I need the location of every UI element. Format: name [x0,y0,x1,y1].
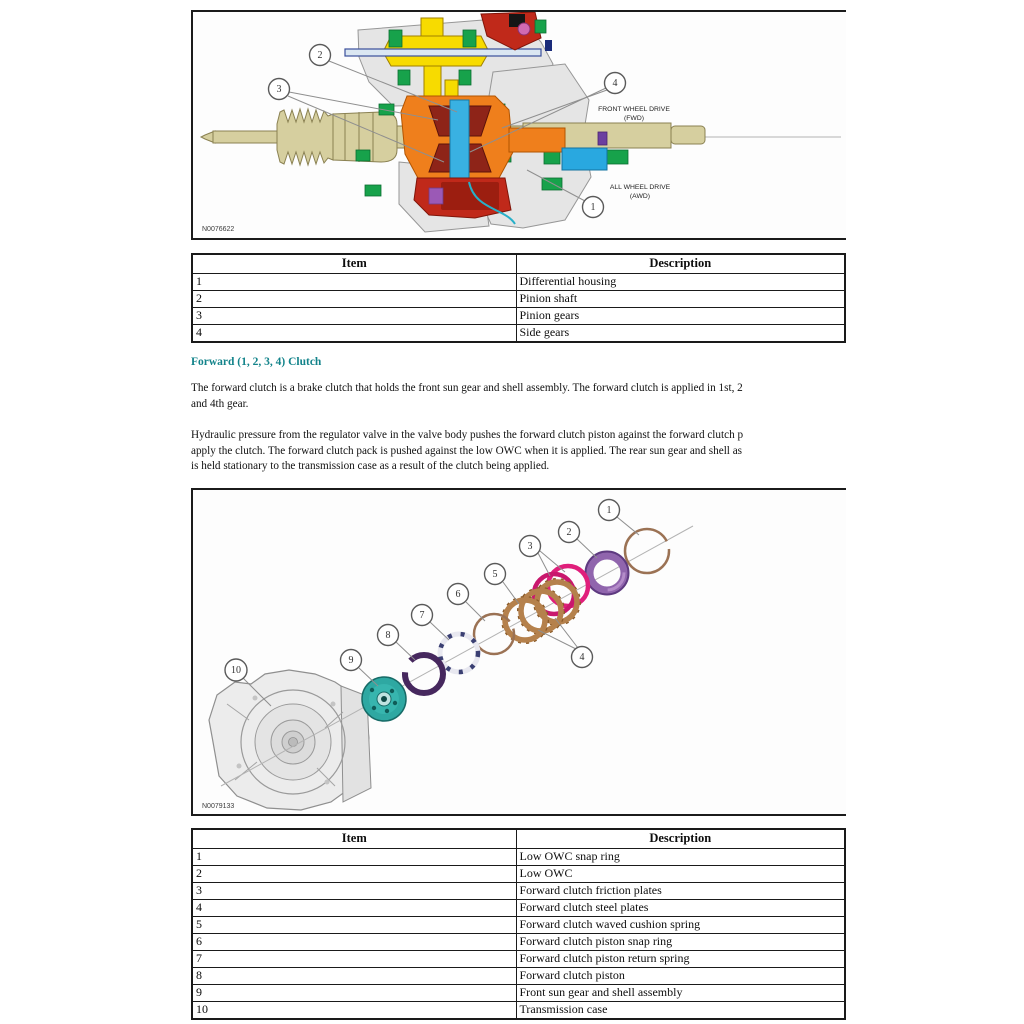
callout-7 [412,605,433,626]
svg-text:2: 2 [317,50,323,61]
page-content-column [191,0,846,1024]
description-cell: Pinion gears [516,307,845,324]
svg-text:5: 5 [492,569,498,580]
description-cell: Differential housing [516,273,845,290]
callout-9 [341,650,362,671]
description-cell: Side gears [516,324,845,342]
svg-text:9: 9 [348,655,354,666]
item-cell: 3 [192,307,516,324]
svg-text:3: 3 [276,84,282,95]
front-wheel-drive-label: FRONT WHEEL DRIVE [598,106,670,113]
callout-4 [605,73,626,94]
description-column-header: Description [516,829,845,848]
item-column-header: Item [192,254,516,273]
callout-5 [485,564,506,585]
seal-purple [598,132,607,145]
differential-cross-section-diagram [193,12,846,238]
item-cell: 10 [192,1001,516,1019]
callout-4 [572,647,593,668]
item-cell: 3 [192,882,516,899]
table-row [192,933,845,950]
fwd-label: (FWD) [623,115,645,122]
callout-1 [599,500,620,521]
paragraph-line: Hydraulic pressure from the regulator valve in the valve body pushes the forward clutch piston against the forward clutch p [191,429,744,441]
description-cell: Forward clutch piston return spring [516,950,845,967]
svg-text:1: 1 [590,202,596,213]
pinion-shaft-blue [450,100,469,184]
description-cell: Forward clutch piston [516,967,845,984]
piston-return-spring [440,634,478,672]
paragraph-line: apply the clutch. The forward clutch pack is pushed against the low OWC when it is applied. The rear sun gear and shell as [191,444,743,457]
callout-6 [448,584,469,605]
table-row [192,865,845,882]
table-row [192,290,845,307]
description-column-header: Description [516,254,845,273]
description-cell: Forward clutch piston snap ring [516,933,845,950]
callout-2 [310,45,331,66]
callout-2 [559,522,580,543]
awd-coupling-blue [562,148,607,170]
figure-differential-cross-section [191,10,846,240]
item-cell: 2 [192,290,516,307]
paragraph-line: is held stationary to the transmission case as a result of the clutch being applied. [191,460,550,473]
description-cell: Low OWC snap ring [516,848,845,865]
figure1-id-label: N0076622 [202,226,235,233]
svg-text:10: 10 [231,665,241,676]
table-header-row [192,254,845,273]
description-cell: Pinion shaft [516,290,845,307]
description-cell: Transmission case [516,1001,845,1019]
figure-forward-clutch-exploded-view [191,488,846,816]
table-row [192,307,845,324]
svg-text:4: 4 [579,652,585,663]
all-wheel-drive-label: ALL WHEEL DRIVE [609,184,671,191]
description-cell: Front sun gear and shell assembly [516,984,845,1001]
svg-text:3: 3 [527,541,533,552]
differential-pin [345,49,541,56]
table-row [192,324,845,342]
awd-label: (AWD) [629,193,651,200]
item-cell: 8 [192,967,516,984]
table-row [192,967,845,984]
description-cell: Forward clutch friction plates [516,882,845,899]
table-row [192,899,845,916]
description-cell: Forward clutch waved cushion spring [516,916,845,933]
front-sun-gear-shell [362,677,406,721]
paragraph-hydraulic-pressure [191,428,743,475]
description-cell: Forward clutch steel plates [516,899,845,916]
transmission-case [209,670,371,810]
table-row [192,950,845,967]
item-cell: 5 [192,916,516,933]
forward-clutch-exploded-diagram [193,490,846,814]
item-cell: 1 [192,848,516,865]
item-cell: 7 [192,950,516,967]
table-header-row [192,829,845,848]
differential-parts-table [191,253,846,343]
callout-1 [583,197,604,218]
callout-3 [269,79,290,100]
item-cell: 6 [192,933,516,950]
svg-text:6: 6 [455,589,461,600]
callout-3 [520,536,541,557]
svg-text:2: 2 [566,527,572,538]
description-cell: Low OWC [516,865,845,882]
forward-clutch-parts-table [191,828,846,1020]
item-column-header: Item [192,829,516,848]
table-row [192,273,845,290]
item-cell: 1 [192,273,516,290]
table-row [192,1001,845,1019]
figure2-id-label: N0079133 [202,803,235,810]
svg-text:1: 1 [606,505,612,516]
section-heading-forward-clutch: Forward (1, 2, 3, 4) Clutch [191,356,322,368]
table-row [192,984,845,1001]
item-cell: 4 [192,899,516,916]
table-row [192,848,845,865]
item-cell: 2 [192,865,516,882]
table-row [192,916,845,933]
item-cell: 4 [192,324,516,342]
callout-8 [378,625,399,646]
callout-10 [225,659,247,681]
paragraph-line: and 4th gear. [191,397,249,410]
svg-text:8: 8 [385,630,391,641]
svg-text:7: 7 [419,610,425,621]
svg-text:4: 4 [612,78,618,89]
item-cell: 9 [192,984,516,1001]
paragraph-forward-clutch-intro [191,381,743,412]
paragraph-line: The forward clutch is a brake clutch that holds the front sun gear and shell assembly. The forward clutch is applied in 1st, 2 [191,382,743,394]
table-row [192,882,845,899]
